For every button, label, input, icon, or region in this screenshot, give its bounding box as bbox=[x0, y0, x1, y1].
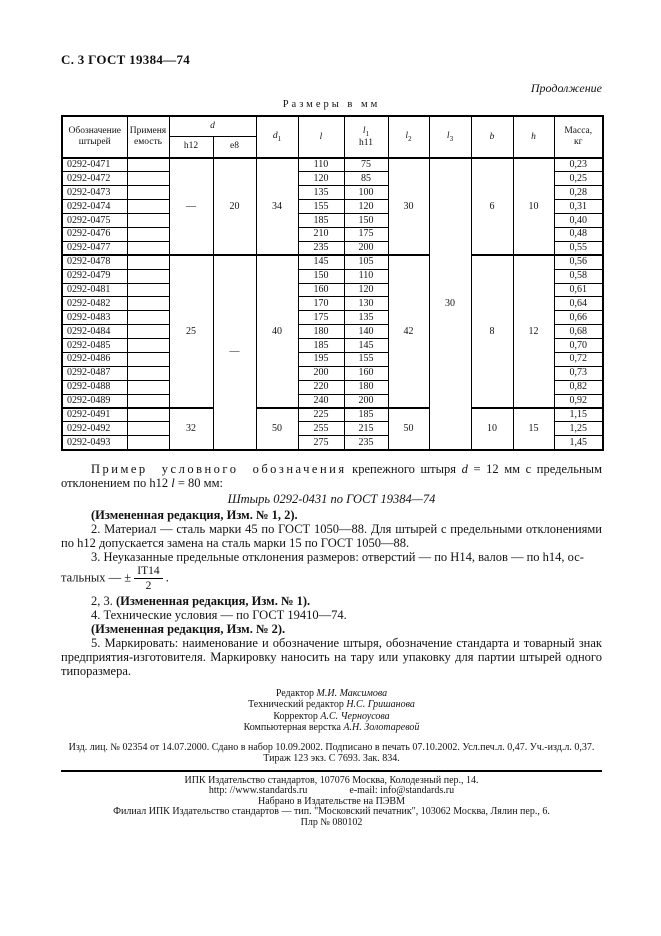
cell-designation: 0292-0473 bbox=[62, 186, 127, 200]
publisher-email: e-mail: info@standards.ru bbox=[349, 785, 455, 797]
cell-d1: 40 bbox=[256, 255, 298, 408]
cell-l: 185 bbox=[298, 339, 344, 353]
page-content bbox=[61, 0, 602, 828]
cell-l1: 175 bbox=[344, 227, 388, 241]
cell-designation: 0292-0485 bbox=[62, 339, 127, 353]
cell-mass: 0,70 bbox=[554, 339, 603, 353]
cell-mass: 0,92 bbox=[554, 394, 603, 408]
cell-l2: 30 bbox=[388, 158, 429, 255]
cell-l1: 75 bbox=[344, 158, 388, 172]
header-row-top bbox=[62, 116, 603, 136]
col-header-e8: e8 bbox=[213, 136, 256, 158]
cell-mass: 0,73 bbox=[554, 366, 603, 380]
cell-d1: 50 bbox=[256, 408, 298, 450]
cell-l1: 185 bbox=[344, 408, 388, 422]
cell-mass: 0,55 bbox=[554, 241, 603, 255]
table-row bbox=[62, 408, 603, 422]
example-paragraph: Пример условного обозначения крепежного штыря d = 12 мм с предельным отклонением по h12 l = 80 мм: bbox=[61, 461, 602, 490]
col-header-h12: h12 bbox=[169, 136, 213, 158]
cell-applicability bbox=[127, 394, 169, 408]
cell-mass: 0,82 bbox=[554, 380, 603, 394]
cell-b: 6 bbox=[471, 158, 513, 255]
cell-d1: 34 bbox=[256, 158, 298, 255]
cell-l: 110 bbox=[298, 158, 344, 172]
cell-l: 235 bbox=[298, 241, 344, 255]
credit-name: А.Н. Золотаревой bbox=[343, 722, 420, 734]
cell-l1: 160 bbox=[344, 366, 388, 380]
imprint-block bbox=[61, 742, 602, 765]
cell-l1: 130 bbox=[344, 297, 388, 311]
cell-designation: 0292-0479 bbox=[62, 269, 127, 283]
credit-line bbox=[61, 699, 602, 711]
page-title: С. 3 ГОСТ 19384—74 bbox=[61, 52, 191, 67]
cell-l: 150 bbox=[298, 269, 344, 283]
cell-l2: 42 bbox=[388, 255, 429, 408]
cell-mass: 0,58 bbox=[554, 269, 603, 283]
cell-applicability bbox=[127, 241, 169, 255]
cell-l: 170 bbox=[298, 297, 344, 311]
cell-applicability bbox=[127, 269, 169, 283]
cell-designation: 0292-0478 bbox=[62, 255, 127, 269]
cell-l1: 145 bbox=[344, 339, 388, 353]
cell-applicability bbox=[127, 200, 169, 214]
publisher-url: http: //www.standards.ru bbox=[208, 785, 308, 797]
cell-designation: 0292-0472 bbox=[62, 172, 127, 186]
divider-rule bbox=[61, 770, 602, 772]
cell-l: 135 bbox=[298, 186, 344, 200]
cell-l1: 135 bbox=[344, 311, 388, 325]
cell-h: 12 bbox=[513, 255, 554, 408]
cell-applicability bbox=[127, 172, 169, 186]
cell-applicability bbox=[127, 227, 169, 241]
pin-table-body bbox=[62, 158, 603, 450]
cell-mass: 0,56 bbox=[554, 255, 603, 269]
cell-applicability bbox=[127, 255, 169, 269]
amendment-note-3: (Измененная редакция, Изм. № 2). bbox=[91, 621, 286, 636]
cell-mass: 1,25 bbox=[554, 422, 603, 436]
credit-line bbox=[61, 722, 602, 734]
cell-e8: — bbox=[213, 255, 256, 449]
cell-mass: 0,40 bbox=[554, 214, 603, 228]
col-header-designation: Обозначение штырей bbox=[62, 116, 127, 158]
cell-l: 120 bbox=[298, 172, 344, 186]
cell-e8: 20 bbox=[213, 158, 256, 255]
credit-name: А.С. Черноусова bbox=[320, 710, 390, 722]
publisher-branch: Филиал ИПК Издательство стандартов — тип. "Московский печатник", 103062 Москва, Лялин пер., 6. bbox=[113, 806, 550, 818]
col-header-l1: $l_1$ h11 bbox=[344, 116, 388, 158]
units-note: Размеры в мм bbox=[282, 99, 381, 110]
cell-mass: 0,68 bbox=[554, 325, 603, 339]
col-header-d1: $d_1$ bbox=[256, 116, 298, 158]
credit-role: Технический редактор bbox=[248, 699, 347, 711]
cell-designation: 0292-0487 bbox=[62, 366, 127, 380]
cell-mass: 1,45 bbox=[554, 436, 603, 450]
cell-designation: 0292-0475 bbox=[62, 214, 127, 228]
cell-l1: 150 bbox=[344, 214, 388, 228]
cell-l: 210 bbox=[298, 227, 344, 241]
cell-l: 275 bbox=[298, 436, 344, 450]
table-head bbox=[62, 116, 603, 158]
item-4: 4. Технические условия — по ГОСТ 19410—74. bbox=[91, 607, 347, 622]
col-header-d: d bbox=[169, 116, 256, 136]
credits-block bbox=[61, 688, 602, 734]
publisher-block bbox=[61, 776, 602, 829]
cell-h12: — bbox=[169, 158, 213, 255]
publisher-address: ИПК Издательство стандартов, 107076 Москва, Колодезный пер., 14. bbox=[184, 774, 479, 786]
cell-applicability bbox=[127, 352, 169, 366]
cell-applicability bbox=[127, 436, 169, 450]
cell-l: 225 bbox=[298, 408, 344, 422]
cell-designation: 0292-0493 bbox=[62, 436, 127, 450]
continuation-note: Продолжение bbox=[530, 81, 602, 95]
cell-applicability bbox=[127, 339, 169, 353]
cell-l: 185 bbox=[298, 214, 344, 228]
cell-l1: 120 bbox=[344, 283, 388, 297]
cell-mass: 0,64 bbox=[554, 297, 603, 311]
amendment-note-2: 2, 3. (Измененная редакция, Изм. № 1). bbox=[91, 593, 311, 608]
cell-l1: 140 bbox=[344, 325, 388, 339]
cell-mass: 0,28 bbox=[554, 186, 603, 200]
credit-name: Н.С. Гришанова bbox=[346, 699, 415, 711]
cell-h: 15 bbox=[513, 408, 554, 450]
cell-l1: 85 bbox=[344, 172, 388, 186]
credit-role: Компьютерная верстка bbox=[243, 722, 344, 734]
cell-l1: 105 bbox=[344, 255, 388, 269]
cell-l3: 30 bbox=[429, 158, 471, 450]
cell-applicability bbox=[127, 158, 169, 172]
item-5: 5. Маркировать: наименование и обозначение штыря, обозначение стандарта и товарный знак предприятия-изготовителя. Маркировку наносить на тару или упаковку для партии штырей одного типоразмера. bbox=[61, 635, 602, 678]
cell-applicability bbox=[127, 325, 169, 339]
col-header-l: l bbox=[298, 116, 344, 158]
cell-designation: 0292-0484 bbox=[62, 325, 127, 339]
cell-applicability bbox=[127, 283, 169, 297]
cell-l: 200 bbox=[298, 366, 344, 380]
item-3-line2: тальных — ± $\frac{IT14}{2}$ . bbox=[61, 564, 169, 592]
cell-l1: 110 bbox=[344, 269, 388, 283]
credit-role: Редактор bbox=[275, 687, 317, 699]
col-header-l2: $l_2$ bbox=[388, 116, 429, 158]
table-row bbox=[62, 158, 603, 172]
cell-designation: 0292-0471 bbox=[62, 158, 127, 172]
cell-l: 155 bbox=[298, 200, 344, 214]
table-row bbox=[62, 255, 603, 269]
credit-line bbox=[61, 711, 602, 723]
credit-line bbox=[61, 688, 602, 700]
cell-designation: 0292-0486 bbox=[62, 352, 127, 366]
item-2: 2. Материал — сталь марки 45 по ГОСТ 1050—88. Для штырей с предельными отклонениями по h12 допускается замена на сталь марки 15 по ГОСТ 1050—88. bbox=[61, 521, 602, 550]
cell-l1: 200 bbox=[344, 394, 388, 408]
cell-l: 195 bbox=[298, 352, 344, 366]
cell-l: 145 bbox=[298, 255, 344, 269]
cell-applicability bbox=[127, 408, 169, 422]
cell-l1: 100 bbox=[344, 186, 388, 200]
cell-mass: 0,25 bbox=[554, 172, 603, 186]
cell-designation: 0292-0483 bbox=[62, 311, 127, 325]
cell-mass: 0,66 bbox=[554, 311, 603, 325]
cell-designation: 0292-0488 bbox=[62, 380, 127, 394]
cell-applicability bbox=[127, 311, 169, 325]
designation-example: Штырь 0292-0431 по ГОСТ 19384—74 bbox=[227, 491, 436, 506]
cell-l1: 215 bbox=[344, 422, 388, 436]
cell-l: 180 bbox=[298, 325, 344, 339]
cell-designation: 0292-0489 bbox=[62, 394, 127, 408]
example-spaced-text: Пример условного обозначения bbox=[91, 461, 347, 476]
cell-mass: 0,72 bbox=[554, 352, 603, 366]
publisher-typeset-note: Набрано в Издательстве на ПЭВМ bbox=[258, 795, 405, 807]
imprint-line-2: Тираж 123 экз. С 7693. Зак. 834. bbox=[263, 753, 400, 765]
cell-designation: 0292-0482 bbox=[62, 297, 127, 311]
cell-applicability bbox=[127, 422, 169, 436]
col-header-h: h bbox=[513, 116, 554, 158]
cell-l1: 235 bbox=[344, 436, 388, 450]
cell-h: 10 bbox=[513, 158, 554, 255]
cell-l1: 200 bbox=[344, 241, 388, 255]
dimensions-table bbox=[61, 115, 604, 451]
cell-l: 240 bbox=[298, 394, 344, 408]
notes-block bbox=[61, 462, 602, 678]
cell-l: 255 bbox=[298, 422, 344, 436]
credit-role: Корректор bbox=[273, 710, 321, 722]
cell-designation: 0292-0474 bbox=[62, 200, 127, 214]
col-header-applicability: Применя емость bbox=[127, 116, 169, 158]
publisher-plr: Плр № 080102 bbox=[300, 816, 363, 828]
imprint-line-1: Изд. лиц. № 02354 от 14.07.2000. Сдано в набор 10.09.2002. Подписано в печать 07.10.2002. Усл.печ.л. 0,47. Уч.-изд.л. 0,37. bbox=[68, 741, 595, 753]
cell-designation: 0292-0476 bbox=[62, 227, 127, 241]
col-header-l3: $l_3$ bbox=[429, 116, 471, 158]
col-header-mass: Масса, кг bbox=[554, 116, 603, 158]
cell-applicability bbox=[127, 366, 169, 380]
cell-l1: 180 bbox=[344, 380, 388, 394]
cell-applicability bbox=[127, 214, 169, 228]
cell-designation: 0292-0491 bbox=[62, 408, 127, 422]
credit-name: М.И. Максимова bbox=[316, 687, 388, 699]
tolerance-fraction: $\frac{IT14}{2}$ bbox=[134, 565, 162, 592]
cell-mass: 0,61 bbox=[554, 283, 603, 297]
cell-l1: 120 bbox=[344, 200, 388, 214]
cell-b: 10 bbox=[471, 408, 513, 450]
cell-mass: 0,31 bbox=[554, 200, 603, 214]
item-3-line1: 3. Неуказанные предельные отклонения размеров: отверстий — по Н14, валов — по h14, ос- bbox=[91, 549, 584, 564]
cell-designation: 0292-0492 bbox=[62, 422, 127, 436]
cell-l: 175 bbox=[298, 311, 344, 325]
cell-mass: 0,23 bbox=[554, 158, 603, 172]
cell-b: 8 bbox=[471, 255, 513, 408]
col-header-b: b bbox=[471, 116, 513, 158]
cell-mass: 1,15 bbox=[554, 408, 603, 422]
cell-h12: 32 bbox=[169, 408, 213, 450]
cell-l2: 50 bbox=[388, 408, 429, 450]
cell-designation: 0292-0477 bbox=[62, 241, 127, 255]
cell-l: 160 bbox=[298, 283, 344, 297]
cell-applicability bbox=[127, 186, 169, 200]
amendment-note-1: (Измененная редакция, Изм. № 1, 2). bbox=[91, 507, 298, 522]
cell-designation: 0292-0481 bbox=[62, 283, 127, 297]
cell-l: 220 bbox=[298, 380, 344, 394]
cell-applicability bbox=[127, 380, 169, 394]
cell-applicability bbox=[127, 297, 169, 311]
cell-h12: 25 bbox=[169, 255, 213, 408]
cell-l1: 155 bbox=[344, 352, 388, 366]
cell-mass: 0,48 bbox=[554, 227, 603, 241]
